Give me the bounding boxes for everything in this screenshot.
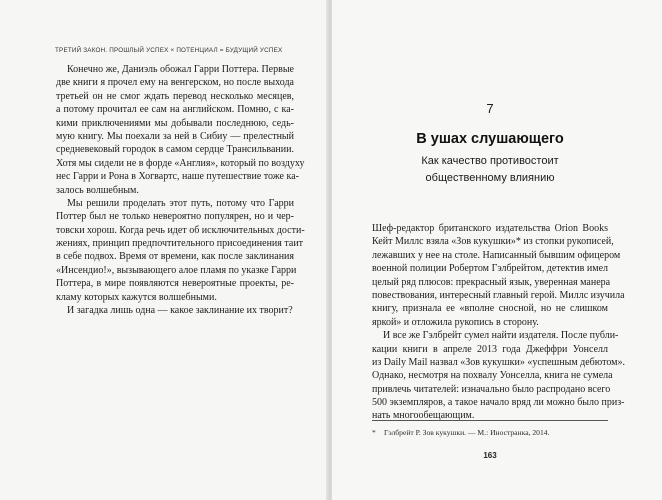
left-page	[0, 0, 330, 500]
text-line: жениях, принцип предпочтительного присоединения таит	[56, 238, 304, 250]
text-line: мую книгу. Мы поехали за ней в Сибиу — прелестный	[56, 130, 294, 142]
text-line: Мы решили проделать этот путь, потому что Гарри	[67, 197, 294, 209]
text-line: повествования, интересный главный герой. Миллс изучила	[372, 289, 625, 301]
text-line: Однако, несмотря на похвалу Уонселла, книга не сумела	[372, 370, 613, 382]
text-line: из Daily Mail назвал «Зов кукушки» «успешным дебютом».	[372, 356, 625, 368]
footnote	[372, 428, 608, 437]
text-line: а потому прочитал ее сам на английском. Помню, с ка-	[56, 104, 294, 116]
text-line: нать многообещающим.	[372, 410, 475, 422]
text-line: военной полиции Робертом Гэлбрейтом, детектив имел	[372, 263, 608, 275]
text-line: Поттера, в мире появляются невероятные проекты, ре-	[56, 278, 294, 290]
text-line: товски хорош. Когда речь идет об исключительных дости-	[56, 224, 305, 236]
text-line: Хотя мы сидели не в форде «Англия», который по воздуху	[56, 157, 305, 169]
footnote-text: Гэлбрейт Р. Зов кукушки. — М.: Иностранка, 2014.	[384, 428, 550, 437]
text-line: Конечно же, Даниэль обожал Гарри Поттера. Первые	[67, 64, 294, 75]
text-line: 500 экземпляров, а такое начало вряд ли можно было приз-	[372, 397, 625, 409]
text-line: залось волшебным.	[56, 184, 139, 196]
text-line: Поттер был не только невероятно популярен, но и чер-	[56, 211, 294, 223]
running-head: ТРЕТИЙ ЗАКОН. ПРОШЛЫЙ УСПЕХ × ПОТЕНЦИАЛ = БУДУЩИЙ УСПЕХ	[55, 47, 283, 54]
chapter-number: 7	[486, 101, 494, 116]
text-line: Кейт Миллс взяла «Зов кукушки»* из стопки рукописей,	[372, 236, 614, 248]
text-line: кламу которых кажутся волшебными.	[56, 291, 217, 303]
left-body-text	[56, 63, 305, 317]
text-line: нес Гарри и Рона в Хогвартс, наше путешествие тоже ка-	[56, 171, 299, 183]
chapter-subtitle-line: общественному влиянию	[425, 172, 555, 184]
text-line: Шеф-редактор британского издательства Orion Books	[372, 223, 608, 234]
right-body-text	[372, 222, 625, 423]
chapter-subtitle-line: Как качество противостоит	[421, 155, 559, 167]
text-line: две книги я прочел ему на венгерском, но после выхода	[56, 77, 294, 89]
footnote-mark: *	[372, 428, 376, 437]
text-line: «Инсендио!», вызывающего алое пламя по указке Гарри	[56, 264, 297, 276]
page-number: 163	[483, 451, 497, 460]
text-line: третьей он не смог ждать перевод несколько месяцев,	[56, 90, 294, 102]
text-line: яркой» и отложила рукопись в сторону.	[372, 316, 539, 328]
text-line: И загадка лишь одна — какое заклинание их творит?	[67, 305, 293, 317]
text-line: целый ряд плюсов: прекрасный язык, уверенная манера	[372, 276, 611, 288]
text-line: лежавших у нее на столе. Написанный бывшим офицером	[372, 249, 621, 261]
text-line: кими приключениями мы добывали последнюю, седь-	[56, 117, 294, 129]
text-line: в себе подвох. Время от времени, как после заклинания	[56, 251, 294, 263]
chapter-subtitle	[372, 153, 608, 187]
text-line: книгу, признала ее «вполне сносной, но не слишком	[372, 303, 608, 315]
text-line: средневековый городок в самом сердце Трансильвании.	[56, 144, 294, 156]
text-line: И все же Гэлбрейт сумел найти издателя. После публи-	[383, 330, 619, 342]
text-line: кации книги в апреле 2013 года Джеффри Уонселл	[372, 343, 608, 355]
text-line: привлечь читателей: изначально было распродано всего	[372, 383, 611, 395]
footnote-divider	[372, 420, 608, 421]
chapter-title: В ушах слушающего	[416, 131, 564, 147]
